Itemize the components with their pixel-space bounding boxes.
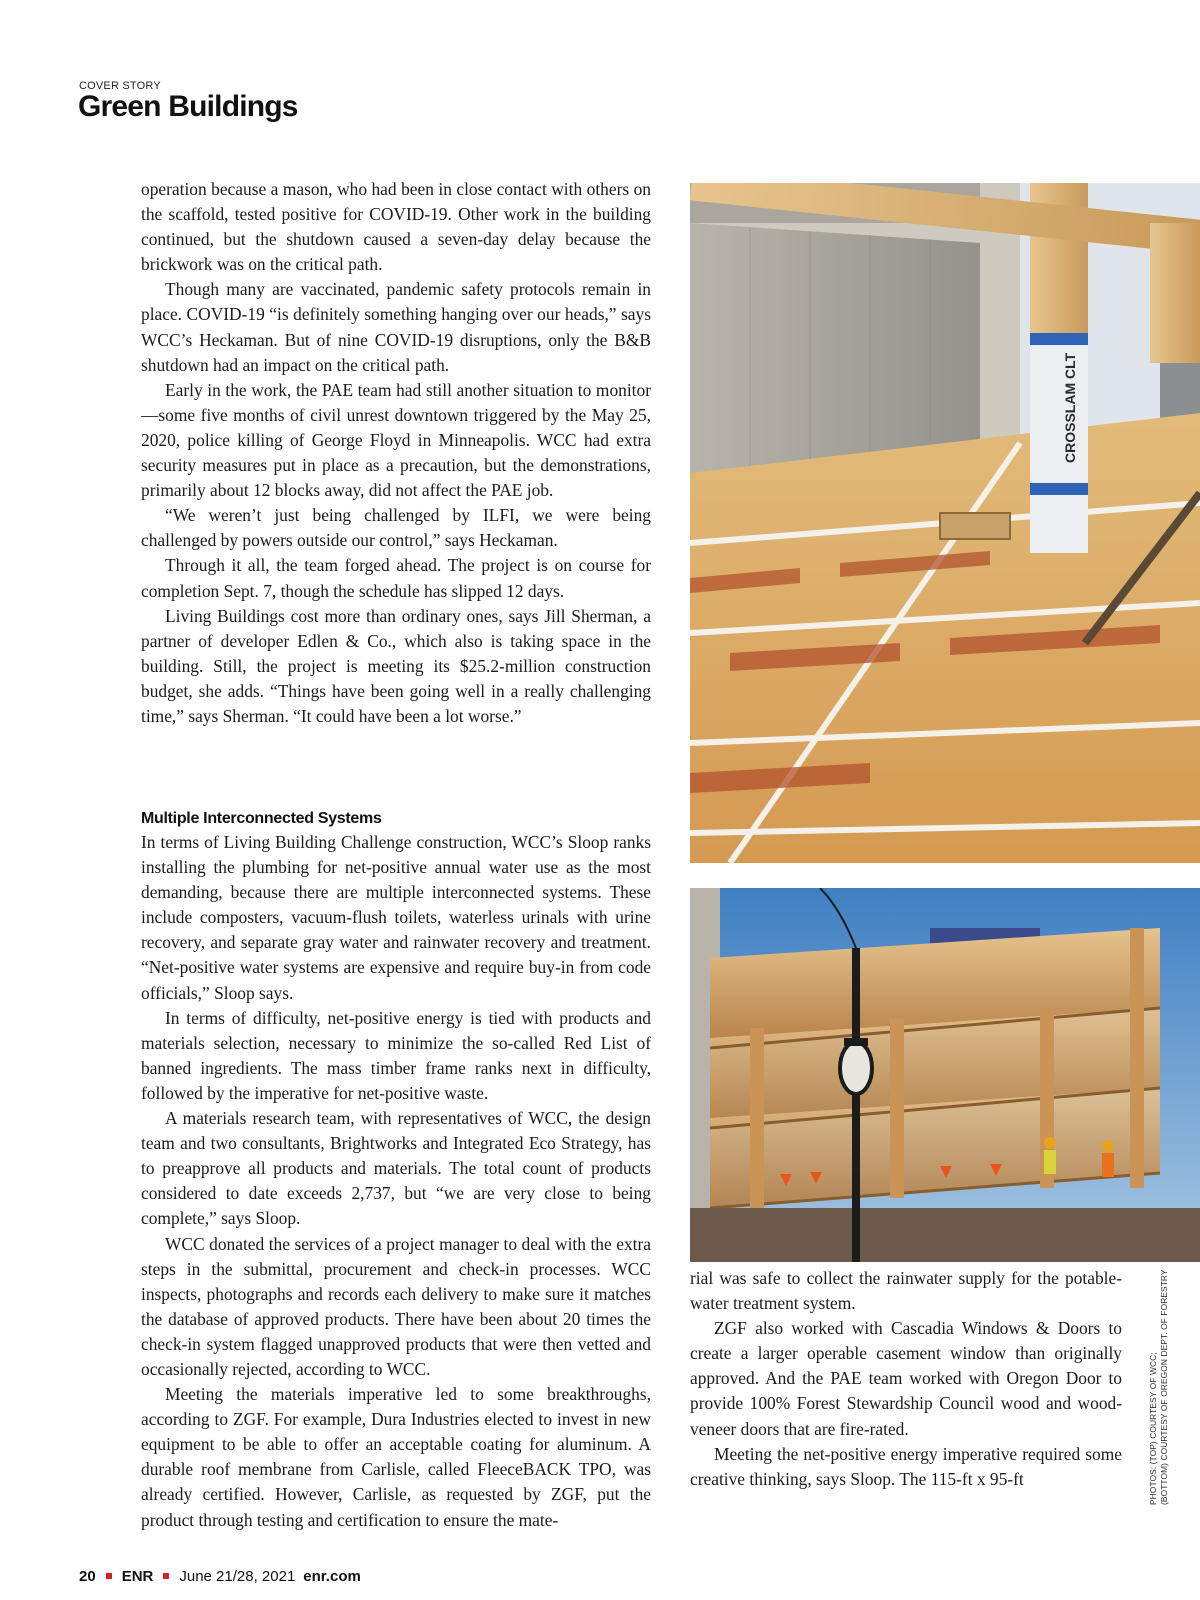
- article-paragraph: Though many are vaccinated, pandemic safety protocols remain in place. COVID-19 “is definitely something hanging over our heads,” says WCC’s Heckaman. But of nine COVID-19 disruptions, only the B&B shutdown had an impact on the critical path.: [141, 279, 651, 375]
- article-paragraph: “We weren’t just being challenged by ILFI, we were being challenged by powers outside our control,” says Heckaman.: [141, 505, 651, 551]
- separator-square-icon: [163, 1573, 169, 1579]
- website: enr.com: [303, 1568, 361, 1585]
- photo-clt-floor-image: [690, 183, 1200, 863]
- issue-date: June 21/28, 2021: [179, 1568, 296, 1585]
- section-title: Green Buildings: [78, 90, 298, 123]
- photo-timber-frame: [690, 888, 1200, 1262]
- photo-credit-line: PHOTOS: (TOP) COURTESY OF WCC;: [1148, 1352, 1158, 1505]
- photo-clt-floor: [690, 183, 1200, 863]
- separator-square-icon: [106, 1573, 112, 1579]
- article-paragraph: ZGF also worked with Cascadia Windows & Doors to create a larger operable casement window than originally approved. And the PAE team worked with Oregon Door to provide 100% Forest Stewardship Council wood and wood-veneer doors that are fire-rated.: [690, 1318, 1122, 1439]
- page-number: 20: [79, 1568, 96, 1585]
- article-paragraph: A materials research team, with representatives of WCC, the design team and two consultants, Brightworks and Integrated Eco Strategy, has to preapprove all products and materials. The total count of products considered to date exceeds 2,737, but “we are very close to being complete,” says Sloop.: [141, 1108, 651, 1229]
- article-paragraph: In terms of Living Building Challenge construction, WCC’s Sloop ranks installing the plumbing for net-positive annual water use as the most demanding, because there are multiple interconnected systems. These include composters, vacuum-flush toilets, waterless urinals with urine recovery, and separate gray water and rainwater recovery and treatment. “Net-positive water systems are expensive and require buy-in from code officials,” Sloop says.: [141, 832, 651, 1003]
- article-paragraph: Early in the work, the PAE team had still another situation to monitor—some five months of civil unrest downtown triggered by the May 25, 2020, police killing of George Floyd in Minneapolis. WCC had extra security measures put in place as a precaution, but the demonstrations, primarily about 12 blocks away, did not affect the PAE job.: [141, 379, 651, 501]
- article-paragraph: Meeting the net-positive energy imperative required some creative thinking, says Sloop. The 115-ft x 95-ft: [690, 1443, 1122, 1489]
- article-paragraph: WCC donated the services of a project manager to deal with the extra steps in the submittal, procurement and check-in processes. WCC inspects, photographs and records each delivery to make sure it matches the database of approved products. There have been about 20 times the check-in system flagged unapproved products that were then vetted and occasionally rejected, according to WCC.: [141, 1233, 651, 1379]
- article-paragraph: Through it all, the team forged ahead. The project is on course for completion Sept. 7, though the schedule has slipped 12 days.: [141, 555, 651, 601]
- article-paragraph: Living Buildings cost more than ordinary ones, says Jill Sherman, a partner of developer Edlen & Co., which also is taking space in the building. Still, the project is meeting its $25.2-million construction budget, she adds. “Things have been going well in a really challenging time,” says Sherman. “It could have been a lot worse.”: [141, 605, 651, 726]
- article-subhead: Multiple Interconnected Systems: [141, 810, 382, 827]
- photo-credit-line: (BOTTOM) COURTESY OF OREGON DEPT. OF FORESTRY: [1159, 1269, 1169, 1505]
- article-column-right: [690, 1266, 1122, 1492]
- article-paragraph: In terms of difficulty, net-positive energy is tied with products and materials selection, necessary to minimize the so-called Red List of banned ingredients. The mass timber frame ranks next in difficulty, followed by the imperative for net-positive waste.: [141, 1007, 651, 1103]
- section-kicker: COVER STORY: [79, 80, 161, 92]
- wrap-label: CROSSLAM CLT: [1062, 352, 1078, 463]
- photo-timber-frame-image: [690, 888, 1200, 1262]
- page-footer: [79, 1568, 361, 1585]
- article-paragraph: Meeting the materials imperative led to some breakthroughs, according to ZGF. For example, Dura Industries elected to invest in new equipment to be able to offer an acceptable coating for aluminum. A durable roof membrane from Carlisle, called FleeceBACK TPO, was already certified. However, Carlisle, as requested by ZGF, put the product through testing and certification to ensure the mate-: [141, 1384, 651, 1530]
- article-column-left-top: [141, 177, 651, 729]
- photo-credit: [1148, 1245, 1170, 1505]
- publication-name: ENR: [121, 1568, 154, 1585]
- article-column-left-bottom: [141, 808, 651, 1533]
- article-paragraph: operation because a mason, who had been in close contact with others on the scaffold, tested positive for COVID-19. Other work in the building continued, but the shutdown caused a seven-day delay because the brickwork was on the critical path.: [141, 179, 651, 275]
- article-paragraph: rial was safe to collect the rainwater supply for the potable-water treatment system.: [690, 1268, 1122, 1314]
